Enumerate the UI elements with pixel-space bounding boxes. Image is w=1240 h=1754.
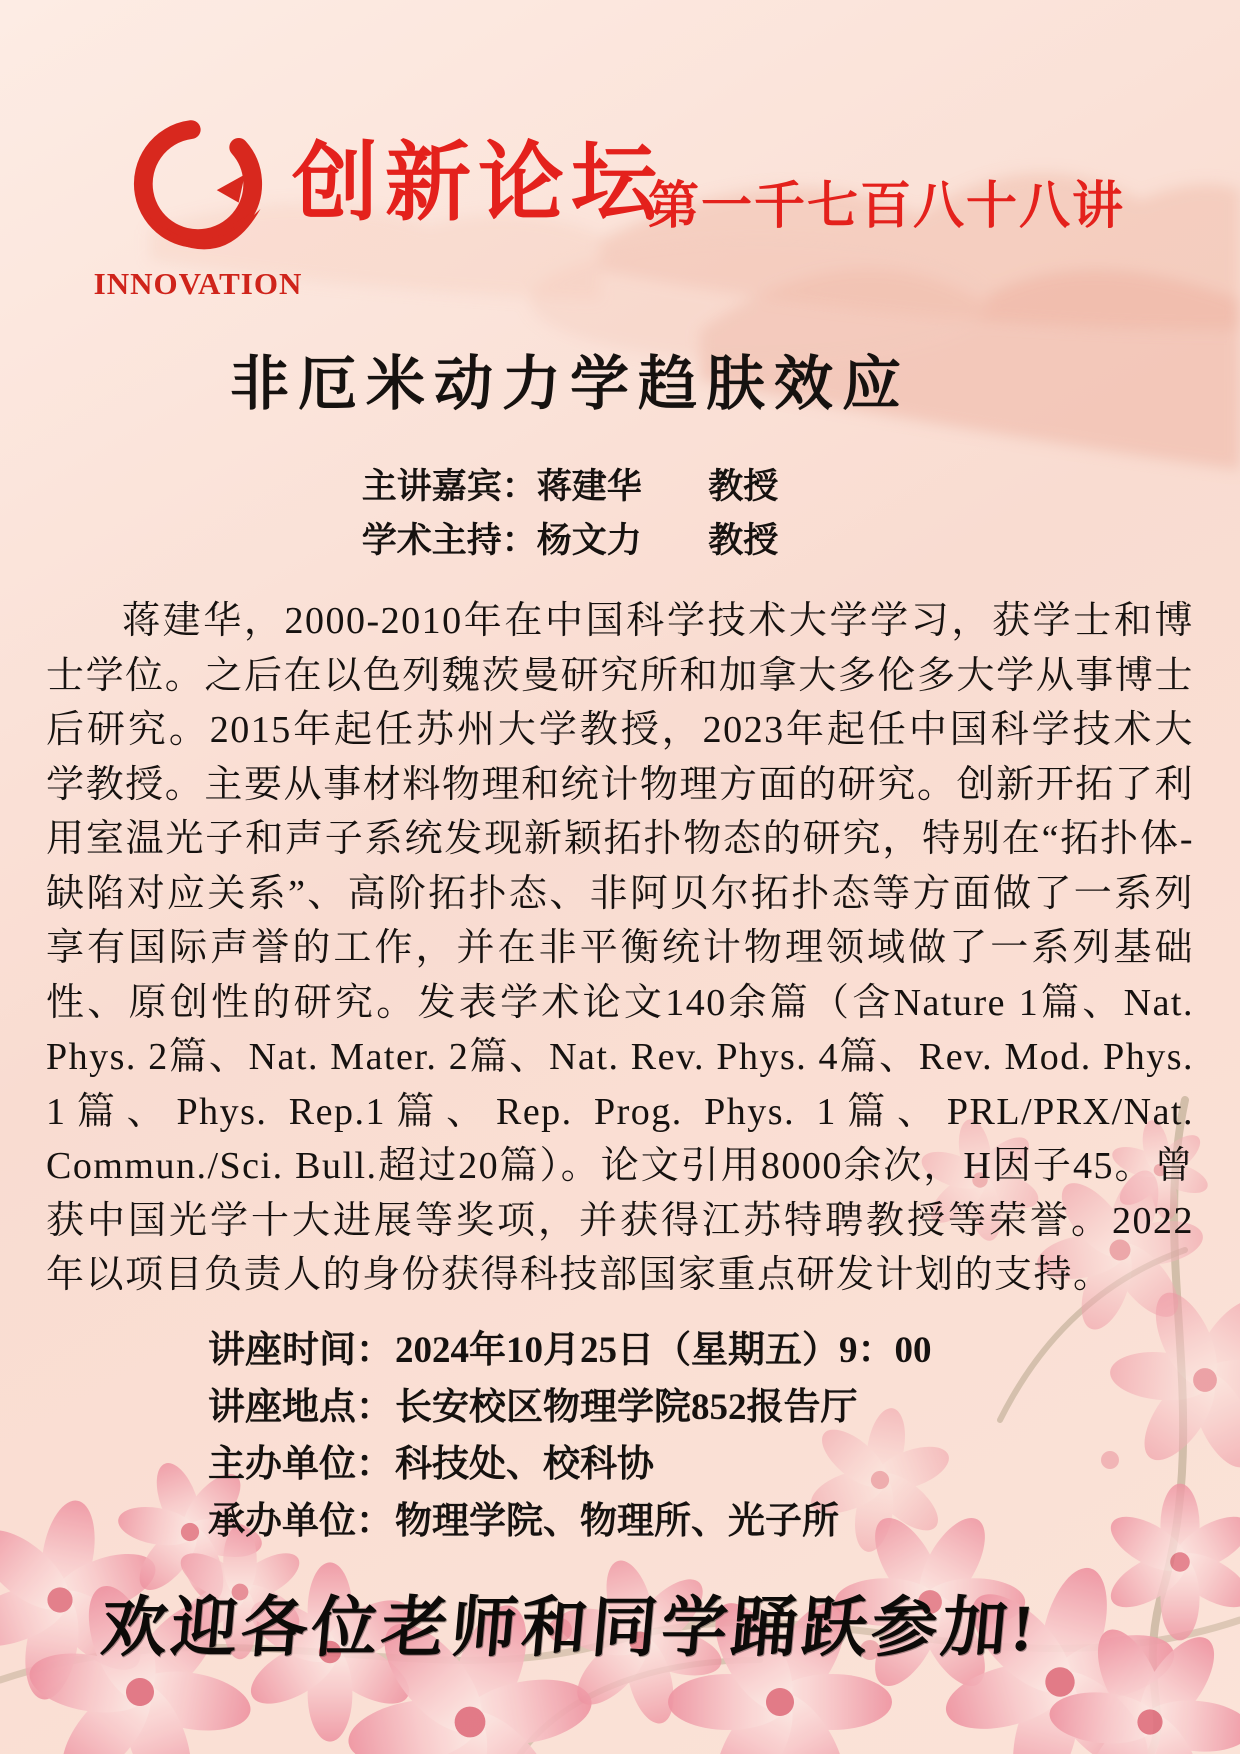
detail-label: 主办单位： bbox=[208, 1444, 393, 1485]
people-block bbox=[0, 460, 1140, 568]
event-details bbox=[208, 1322, 932, 1550]
detail-label: 承办单位： bbox=[208, 1501, 393, 1542]
detail-value: 2024年10月25日（星期五）9：00 bbox=[395, 1330, 932, 1371]
detail-row-time bbox=[208, 1322, 932, 1379]
talk-title: 非厄米动力学趋肤效应 bbox=[229, 351, 910, 417]
innovation-logo bbox=[88, 112, 308, 302]
speaker-line bbox=[0, 460, 1140, 514]
speaker-bio: 蒋建华，2000-2010年在中国科学技术大学学习，获学士和博士学位。之后在以色列魏茨曼研究所和加拿大多伦多大学从事博士后研究。2015年起任苏州大学教授，2023年起任中国科学技术大学教授。主要从事材料物理和统计物理方面的研究。创新开拓了利用室温光子和声子系统发现新颖拓扑物态的研究，特别在“拓扑体-缺陷对应关系”、高阶拓扑态、非阿贝尔拓扑态等方面做了一系列享有国际声誉的工作，并在非平衡统计物理领域做了一系列基础性、原创性的研究。发表学术论文140余篇（含Nature 1篇、Nat. Phys. 2篇、Nat. Mater. 2篇、Nat. Rev. Phys. 4篇、Rev. Mod. Phys. 1篇、Phys. Rep.1篇、Rep. Prog. Phys. 1篇、PRL/PRX/Nat. Commun./Sci. Bull.超过20篇）。论文引用8000余次，H因子45。曾获中国光学十大进展等奖项，并获得江苏特聘教授等荣誉。2022年以项目负责人的身份获得科技部国家重点研发计划的支持。 bbox=[46, 600, 1194, 1296]
detail-row-coorganizer bbox=[208, 1493, 932, 1550]
host-name: 杨文力 bbox=[536, 521, 642, 560]
detail-value: 物理学院、物理所、光子所 bbox=[395, 1501, 839, 1542]
detail-row-location bbox=[208, 1379, 932, 1436]
host-title: 教授 bbox=[708, 521, 779, 560]
lecture-number: 第一千七百八十八讲 bbox=[648, 179, 1126, 235]
host-label: 学术主持： bbox=[361, 521, 537, 560]
host-line bbox=[0, 514, 1140, 568]
speaker-label: 主讲嘉宾： bbox=[361, 467, 537, 506]
forum-title: 创新论坛 bbox=[292, 135, 664, 231]
detail-label: 讲座时间： bbox=[208, 1330, 393, 1371]
detail-value: 长安校区物理学院852报告厅 bbox=[395, 1387, 858, 1428]
detail-value: 科技处、校科协 bbox=[395, 1444, 654, 1485]
logo-brand-text: INNOVATION bbox=[93, 266, 303, 301]
detail-label: 讲座地点： bbox=[208, 1387, 393, 1428]
speaker-title: 教授 bbox=[708, 467, 779, 506]
welcome-message: 欢迎各位老师和同学踊跃参加! bbox=[98, 1592, 1041, 1665]
innovation-brush-circle-icon bbox=[119, 112, 277, 262]
detail-row-organizer bbox=[208, 1436, 932, 1493]
speaker-name: 蒋建华 bbox=[536, 467, 642, 506]
